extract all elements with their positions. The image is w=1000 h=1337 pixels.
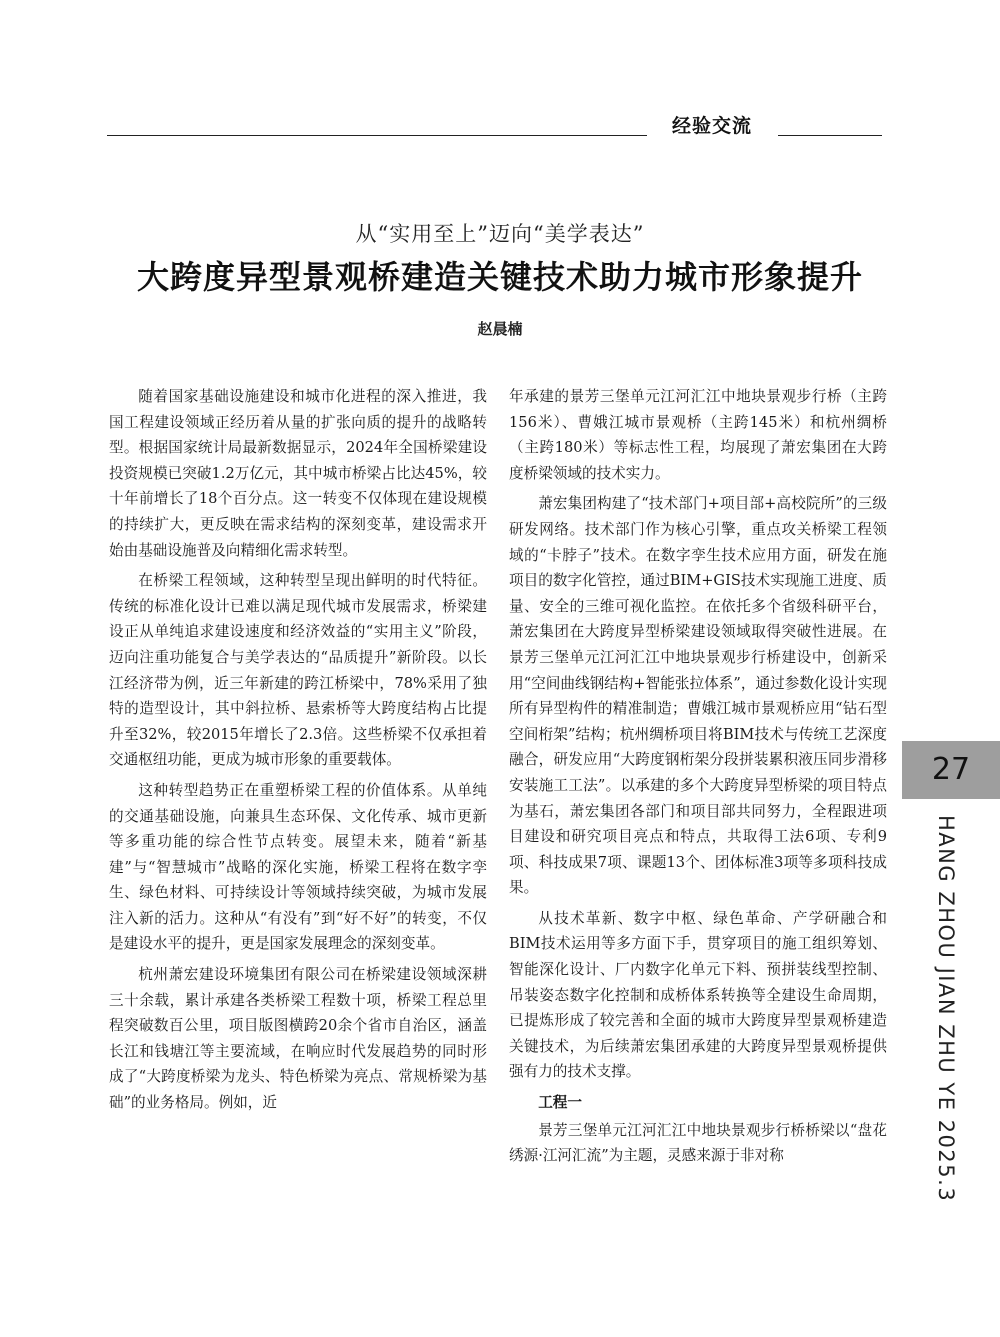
left-column [109,384,487,1121]
paragraph: 这种转型趋势正在重塑桥梁工程的价值体系。从单纯的交通基础设施，向兼具生态环保、文化传承、城市更新等多重功能的综合性节点转变。展望未来，随着“新基建”与“智慧城市”战略的深化实施，桥梁工程将在数字孪生、绿色材料、可持续设计等领域持续突破，为城市发展注入新的活力。这种从“有没有”到“好不好”的转变，不仅是建设水平的提升，更是国家发展理念的深刻变革。 [109,781,487,953]
paragraph: 景芳三堡单元江河汇江中地块景观步行桥桥梁以“盘花绣源·江河汇流”为主题，灵感来源于非对称 [509,1121,887,1165]
article-subtitle: 从“实用至上”迈向“美学表达” [355,222,645,246]
paragraph: 从技术革新、数字中枢、绿色革命、产学研融合和BIM技术运用等多方面下手，贯穿项目的施工组织筹划、智能深化设计、厂内数字化单元下料、预拼装线型控制、吊装姿态数字化控制和成桥体系转换等全建设生命周期，已提炼形成了较完善和全面的城市大跨度异型景观桥建造关键技术，为后续萧宏集团承建的大跨度异型景观桥提供强有力的技术支撑。 [509,909,887,1081]
paragraph: 在桥梁工程领域，这种转型呈现出鲜明的时代特征。传统的标准化设计已难以满足现代城市发展需求，桥梁建设正从单纯追求建设速度和经济效益的“实用主义”阶段，迈向注重功能复合与美学表达的“品质提升”新阶段。以长江经济带为例，近三年新建的跨江桥梁中，78%采用了独特的造型设计，其中斜拉桥、悬索桥等大跨度结构占比提升至32%，较2015年增长了2.3倍。这些桥梁不仅承担着交通枢纽功能，更成为城市形象的重要载体。 [109,572,487,769]
section-subheading: 工程一 [538,1094,582,1112]
section-label: 经验交流 [671,115,752,137]
journal-name-vertical: HANG ZHOU JIAN ZHU YE 2025.3 [934,815,958,1203]
paragraph: 萧宏集团构建了“技术部门+项目部+高校院所”的三级研发网络。技术部门作为核心引擎，重点攻关桥梁工程领域的“卡脖子”技术。在数字孪生技术应用方面，研发在施项目的数字化管控，通过BIM+GIS技术实现施工进度、质量、安全的三维可视化监控。在依托多个省级科研平台，萧宏集团在大跨度异型桥梁建设领域取得突破性进展。在景芳三堡单元江河汇江中地块景观步行桥建设中，创新采用“空间曲线钢结构+智能张拉体系”，通过参数化设计实现所有异型构件的精准制造；曹娥江城市景观桥应用“钻石型空间桁架”结构；杭州绸桥项目将BIM技术与传统工艺深度融合，研发应用“大跨度钢桁架分段拼装累积液压同步滑移安装施工工法”。以承建的多个大跨度异型桥梁的项目特点为基石，萧宏集团各部门和项目部共同努力，全程跟进项目建设和研究项目亮点和特点，共取得工法6项、专利9项、科技成果7项、课题13个、团体标准3项等多项科技成果。 [509,495,887,897]
page-number: 27 [931,752,971,787]
article-title: 大跨度异型景观桥建造关键技术助力城市形象提升 [136,258,863,296]
paragraph: 随着国家基础设施建设和城市化进程的深入推进，我国工程建设领域正经历着从量的扩张向质的提升的战略转型。根据国家统计局最新数据显示，2024年全国桥梁建设投资规模已突破1.2万亿元，其中城市桥梁占比达45%，较十年前增长了18个百分点。这一转变不仅体现在建设规模的持续扩大，更反映在需求结构的深刻变革，建设需求开始由基础设施普及向精细化需求转型。 [109,388,487,559]
article-author: 赵晨楠 [477,320,523,338]
paragraph: 杭州萧宏建设环境集团有限公司在桥梁建设领域深耕三十余载，累计承建各类桥梁工程数十项，桥梁工程总里程突破数百公里，项目版图横跨20余个省市自治区，涵盖长江和钱塘江等主要流域，在响应时代发展趋势的同时形成了“大跨度桥梁为龙头、特色桥梁为亮点、常规桥梁为基础”的业务格局。例如，近 [109,966,487,1112]
header-rule-left [107,135,647,136]
paragraph-continuation: 年承建的景芳三堡单元江河汇江中地块景观步行桥（主跨156米）、曹娥江城市景观桥（主跨145米）和杭州绸桥（主跨180米）等标志性工程，均展现了萧宏集团在大跨度桥梁领域的技术实力。 [509,388,887,482]
header-rule-right [778,135,882,136]
right-column [509,384,887,1174]
